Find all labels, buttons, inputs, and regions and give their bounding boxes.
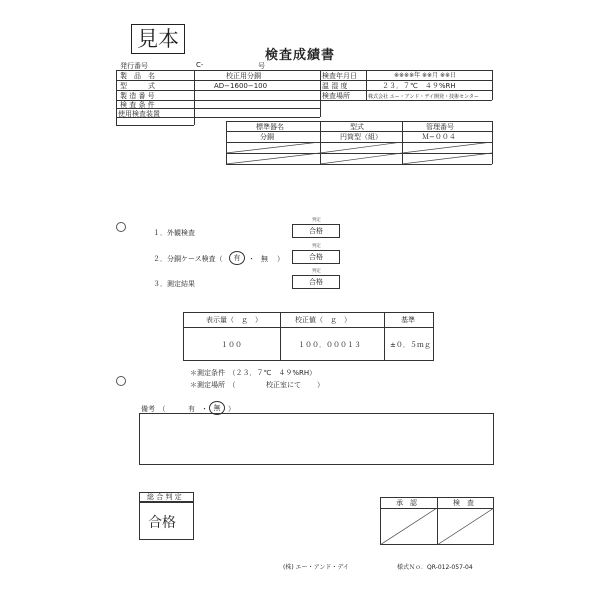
measurement-result: 合格 bbox=[292, 275, 340, 289]
remarks-box bbox=[139, 413, 494, 465]
equip-model-value: 円筒型（組） bbox=[340, 133, 382, 141]
case-close: ） bbox=[277, 255, 284, 263]
condition-label: 検 査 条 件 bbox=[120, 101, 155, 109]
equip-header-name: 標準器名 bbox=[256, 123, 284, 131]
measure-header-display: 表示量（ ｇ ） bbox=[206, 316, 262, 324]
sample-stamp: 見本 bbox=[131, 24, 185, 54]
inspect-label: 検 査 bbox=[453, 499, 474, 507]
measure-standard-value: ±０．５ｍｇ bbox=[390, 341, 431, 349]
serial-label: 製 造 番 号 bbox=[120, 92, 155, 100]
inspection-place-value: 株式会社 エー・アンド・デイ開発・技術センター bbox=[368, 94, 479, 100]
punch-hole-top bbox=[116, 222, 126, 232]
empty-row-strikes bbox=[226, 142, 492, 164]
judgement-label: 総 合 判 定 bbox=[147, 493, 182, 501]
measurement-tag: 判定 bbox=[312, 269, 321, 274]
measure-header-calibrated: 校正値（ ｇ ） bbox=[295, 316, 351, 324]
remarks-close: ） bbox=[228, 405, 235, 413]
equip-id-value: Ｍ−００４ bbox=[422, 133, 456, 141]
footer-company: (株) エー・アンド・デイ bbox=[283, 564, 349, 571]
footer-form-number: 様式Ｎｏ．QR-012-057-04 bbox=[397, 564, 473, 571]
measurement-label: ３．測定結果 bbox=[153, 280, 195, 288]
case-yes-circled: 有 bbox=[229, 251, 245, 265]
punch-hole-bottom bbox=[116, 376, 126, 386]
issue-number-prefix: C- bbox=[196, 61, 204, 69]
equip-header-id: 管理番号 bbox=[426, 123, 454, 131]
visual-inspection-label: １．外観検査 bbox=[153, 229, 195, 237]
inspection-date-label: 検査年月日 bbox=[322, 72, 357, 80]
case-dot: ・ bbox=[248, 255, 255, 263]
measure-calibrated-value: １００．０００１３ bbox=[298, 341, 361, 349]
issue-number-label: 発行番号 bbox=[120, 62, 148, 70]
equipment-label: 使用検査装置 bbox=[118, 110, 160, 118]
measure-display-value: １００ bbox=[221, 341, 242, 349]
inspection-place-label: 検査場所 bbox=[322, 92, 350, 100]
issue-number-suffix: 号 bbox=[258, 62, 265, 70]
equip-header-model: 型式 bbox=[350, 123, 364, 131]
measure-condition-note: ＊測定条件 （２３．７℃ ４９%RH） bbox=[190, 369, 317, 377]
approval-strikes bbox=[380, 508, 494, 545]
case-inspection-result: 合格 bbox=[292, 250, 340, 264]
case-inspection-label: ２．分銅ケース検査（ bbox=[153, 255, 223, 263]
remarks-label: 備考 （ bbox=[141, 405, 166, 413]
remarks-no-circled: 無 bbox=[209, 401, 225, 415]
document-title: 検査成績書 bbox=[264, 48, 335, 63]
inspection-date-value: ※※※※年 ※※月 ※※日 bbox=[394, 72, 457, 79]
approve-label: 承 認 bbox=[396, 499, 417, 507]
judgement-value: 合格 bbox=[148, 515, 176, 531]
measure-header-standard: 基準 bbox=[401, 316, 415, 324]
model-label: 型 式 bbox=[120, 82, 155, 90]
temp-humidity-label: 温 湿 度 bbox=[322, 82, 348, 90]
model-value: AD−1600−100 bbox=[214, 82, 268, 90]
temp-humidity-value: ２３．７℃ ４９%RH bbox=[382, 82, 456, 90]
equip-name-value: 分銅 bbox=[260, 133, 274, 141]
measure-place-value: 校正室にて bbox=[266, 381, 301, 389]
visual-inspection-tag: 判定 bbox=[312, 218, 321, 223]
product-name-value: 校正用分銅 bbox=[226, 72, 261, 80]
product-name-label: 製 品 名 bbox=[120, 72, 155, 80]
remarks-dot: ・ bbox=[201, 405, 208, 413]
measure-place-close: ） bbox=[317, 381, 324, 389]
visual-inspection-result: 合格 bbox=[292, 224, 340, 238]
case-no: 無 bbox=[261, 255, 268, 263]
case-inspection-tag: 判定 bbox=[312, 244, 321, 249]
remarks-yes: 有 bbox=[188, 405, 195, 413]
measure-place-label: ＊測定場所 （ bbox=[190, 381, 236, 389]
